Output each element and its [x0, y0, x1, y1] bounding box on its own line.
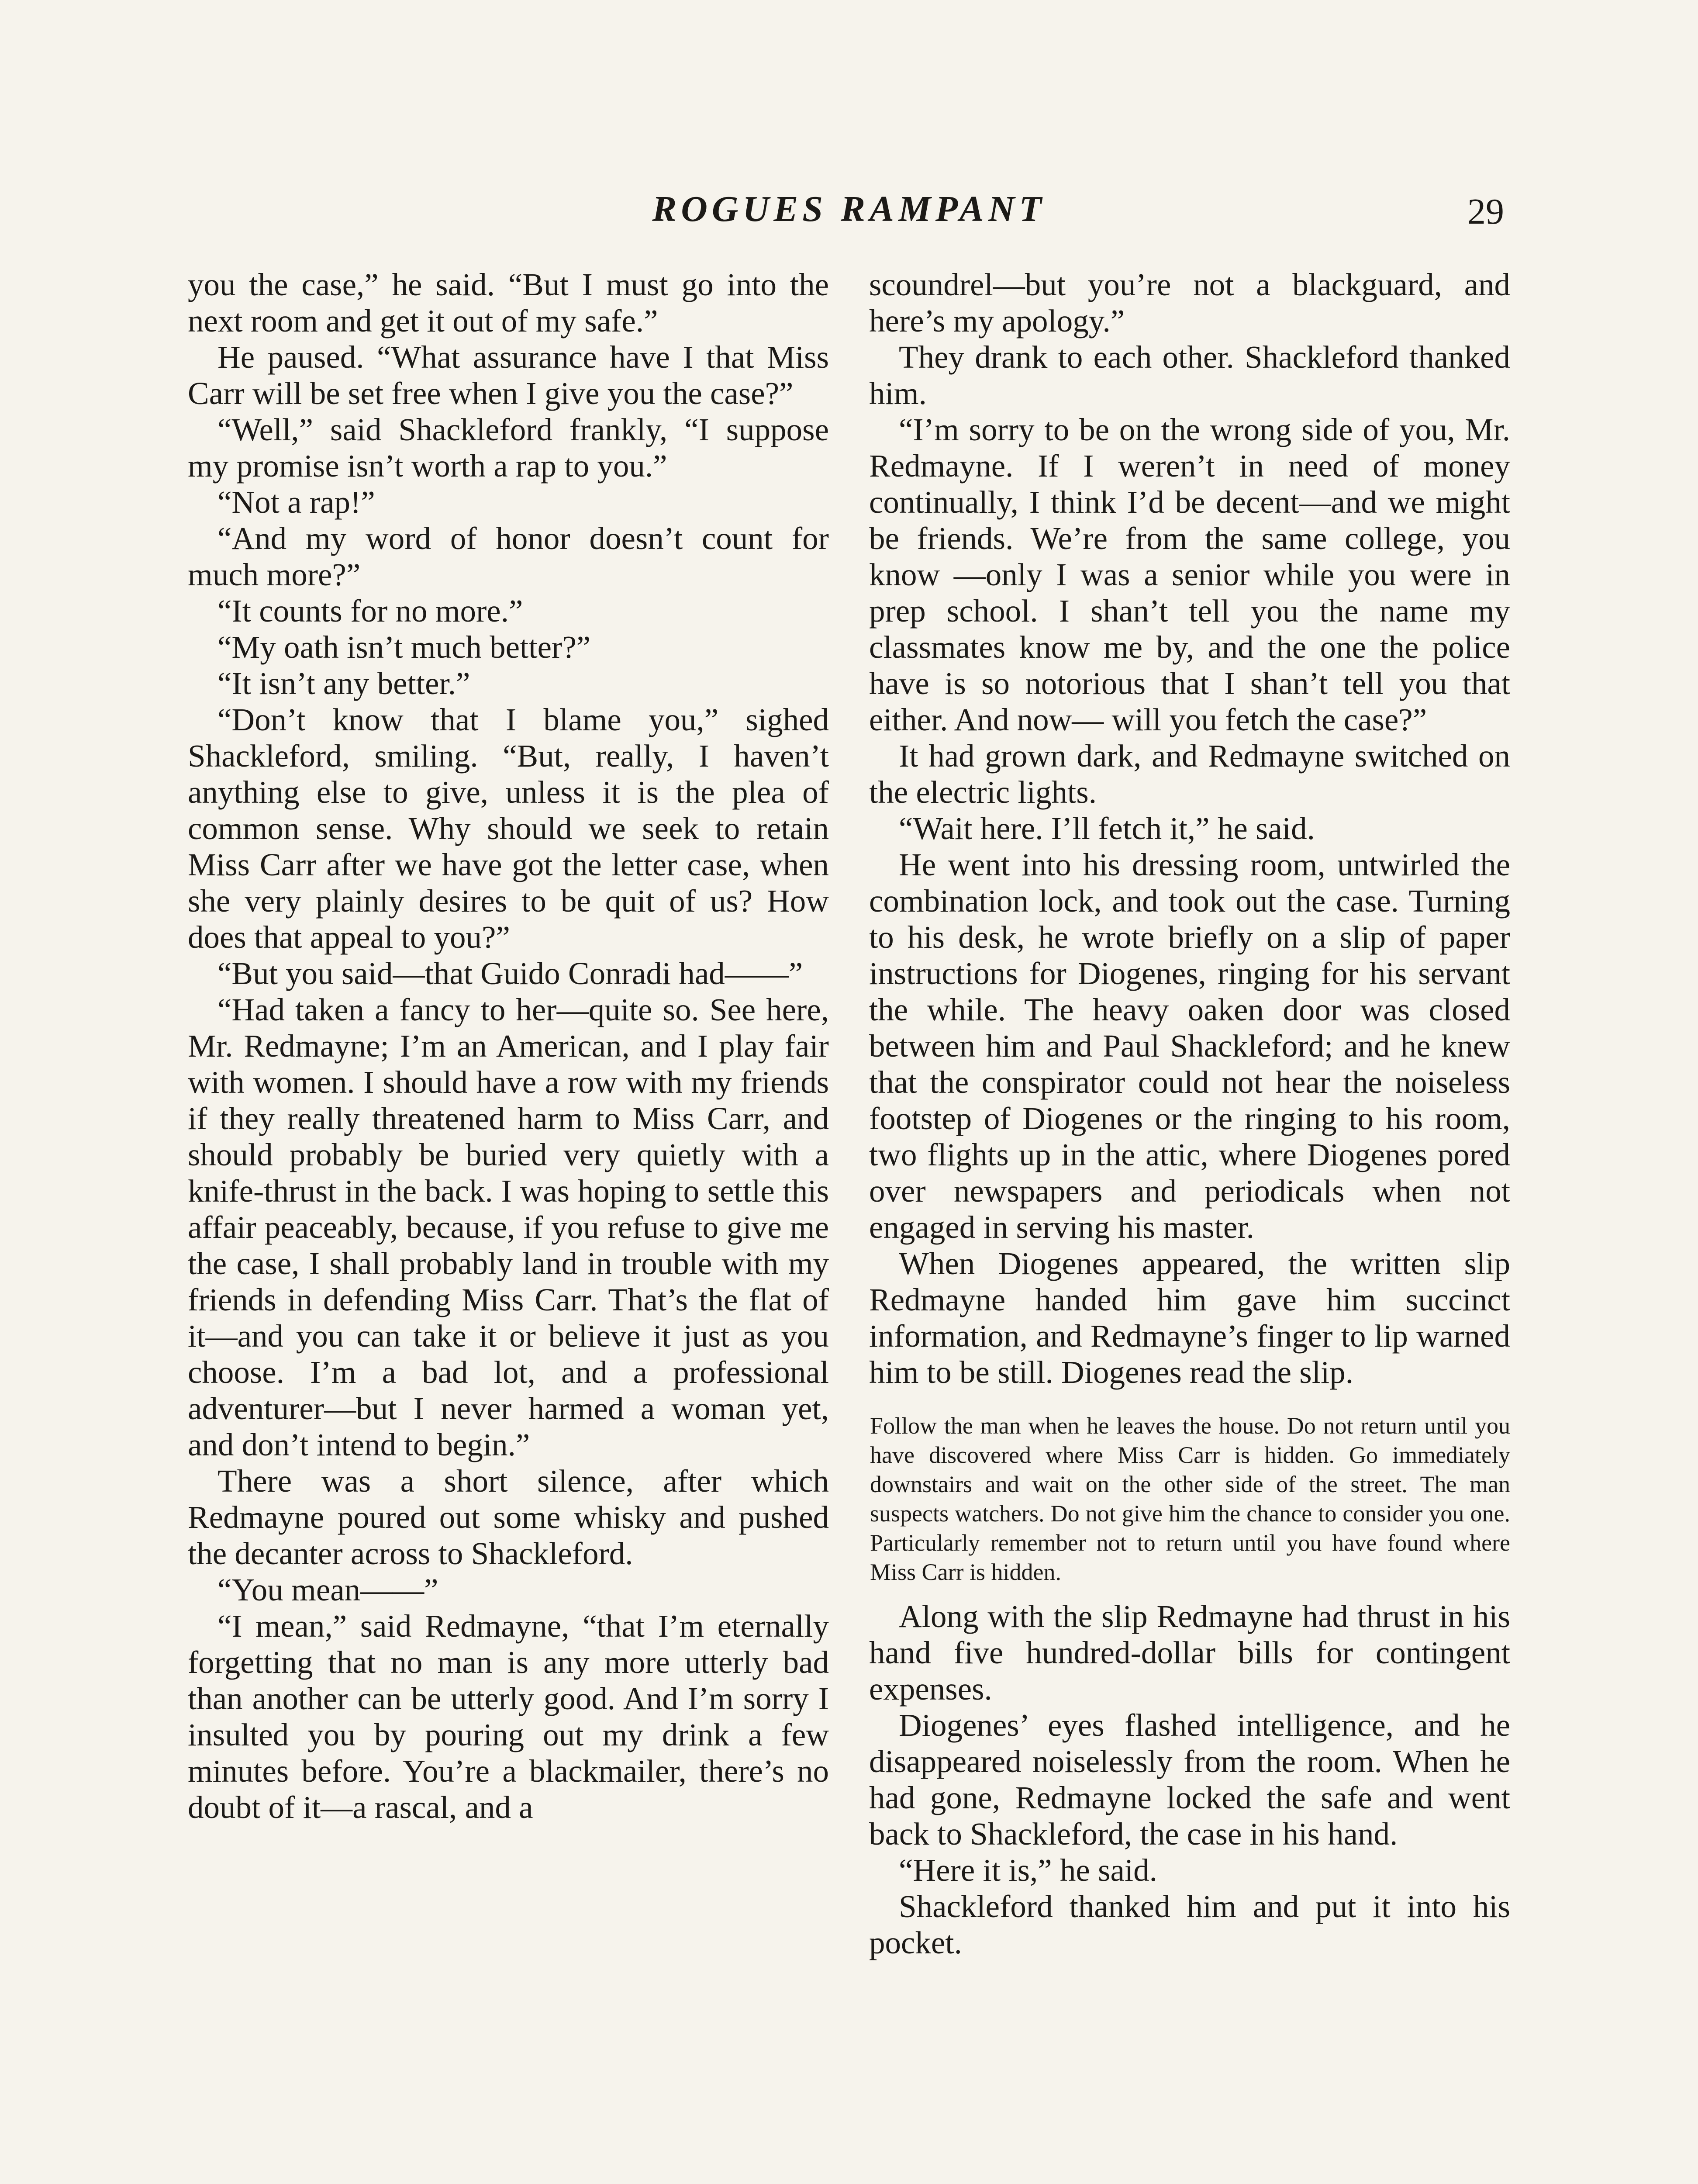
instruction-note: Follow the man when he leaves the house. Do not return until you have discovered where Miss Carr is hidden. Go immediately downstairs and wait on the other side of the street. The man suspects watchers. Do not give him the chance to consider you one. Particularly remember not to return until you have found where Miss Carr is hidden.	[870, 1413, 1510, 1585]
paragraph: “Wait here. I’ll fetch it,” he said.	[899, 811, 1315, 846]
paragraph: Diogenes’ eyes flashed intelligence, and he disappeared noiselessly from the room. When he had gone, Redmayne locked the safe and went back to Shackleford, the case in his hand.	[869, 1707, 1510, 1852]
left-text-column	[188, 266, 829, 1825]
running-title: ROGUES RAMPANT	[652, 189, 1046, 229]
paragraph: He paused. “What assurance have I that Miss Carr will be set free when I give you the case?”	[188, 339, 829, 411]
paragraph: “My oath isn’t much better?”	[217, 629, 591, 665]
paragraph: “And my word of honor doesn’t count for much more?”	[188, 521, 829, 592]
paragraph: you the case,” he said. “But I must go into the next room and get it out of my safe.”	[188, 267, 829, 339]
paragraph: “I’m sorry to be on the wrong side of you, Mr. Redmayne. If I weren’t in need of money continually, I think I’d be decent—and we might be friends. We’re from the same college, you know —only I was a senior while you were in prep school. I shan’t tell you the name my classmates know me by, and the one the police have is so notorious that I shan’t tell you that either. And now— will you fetch the case?”	[869, 412, 1510, 737]
paragraph: “It counts for no more.”	[217, 593, 523, 629]
paragraph: “I mean,” said Redmayne, “that I’m eternally forgetting that no man is any more utterly bad than another can be utterly good. And I’m sorry I insulted you by pouring out my drink a few minutes before. You’re a blackmailer, there’s no doubt of it—a rascal, and a	[188, 1608, 829, 1825]
paragraph: Along with the slip Redmayne had thrust in his hand five hundred-dollar bills for contingent expenses.	[869, 1599, 1510, 1707]
paragraph: “Had taken a fancy to her—quite so. See here, Mr. Redmayne; I’m an American, and I play fair with women. I should have a row with my friends if they really threatened harm to Miss Carr, and should probably be buried very quietly with a knife-thrust in the back. I was hoping to settle this affair peaceably, because, if you refuse to give me the case, I shall probably land in trouble with my friends in defending Miss Carr. That’s the flat of it—and you can take it or believe it just as you choose. I’m a bad lot, and a professional adventurer—but I never harmed a woman yet, and don’t intend to begin.”	[188, 992, 829, 1462]
paragraph: He went into his dressing room, untwirled the combination lock, and took out the case. Turning to his desk, he wrote briefly on a slip of paper instructions for Diogenes, ringing for his servant the while. The heavy oaken door was closed between him and Paul Shackleford; and he knew that the conspirator could not hear the noiseless footstep of Diogenes or the ringing to his room, two flights up in the attic, where Diogenes pored over newspapers and periodicals when not engaged in serving his master.	[869, 847, 1510, 1245]
paragraph: When Diogenes appeared, the written slip Redmayne handed him gave him succinct information, and Redmayne’s finger to lip warned him to be still. Diogenes read the slip.	[869, 1246, 1510, 1390]
paragraph: “Not a rap!”	[217, 484, 375, 520]
paragraph: scoundrel—but you’re not a blackguard, and here’s my apology.”	[869, 267, 1510, 339]
paragraph: “Here it is,” he said.	[899, 1852, 1157, 1888]
paragraph: “You mean——”	[217, 1572, 438, 1607]
right-text-column	[869, 266, 1510, 1961]
paragraph: They drank to each other. Shackleford thanked him.	[869, 339, 1510, 411]
paragraph: “It isn’t any better.”	[217, 666, 470, 701]
paragraph: “But you said—that Guido Conradi had——”	[217, 956, 803, 991]
paragraph: “Well,” said Shackleford frankly, “I suppose my promise isn’t worth a rap to you.”	[188, 412, 829, 484]
page-number: 29	[1467, 191, 1504, 232]
paragraph: There was a short silence, after which Redmayne poured out some whisky and pushed the decanter across to Shackleford.	[188, 1463, 829, 1571]
paragraph: “Don’t know that I blame you,” sighed Shackleford, smiling. “But, really, I haven’t anything else to give, unless it is the plea of common sense. Why should we seek to retain Miss Carr after we have got the letter case, when she very plainly desires to be quit of us? How does that appeal to you?”	[188, 702, 829, 955]
paragraph: Shackleford thanked him and put it into his pocket.	[869, 1889, 1510, 1960]
paragraph: It had grown dark, and Redmayne switched on the electric lights.	[869, 738, 1510, 810]
